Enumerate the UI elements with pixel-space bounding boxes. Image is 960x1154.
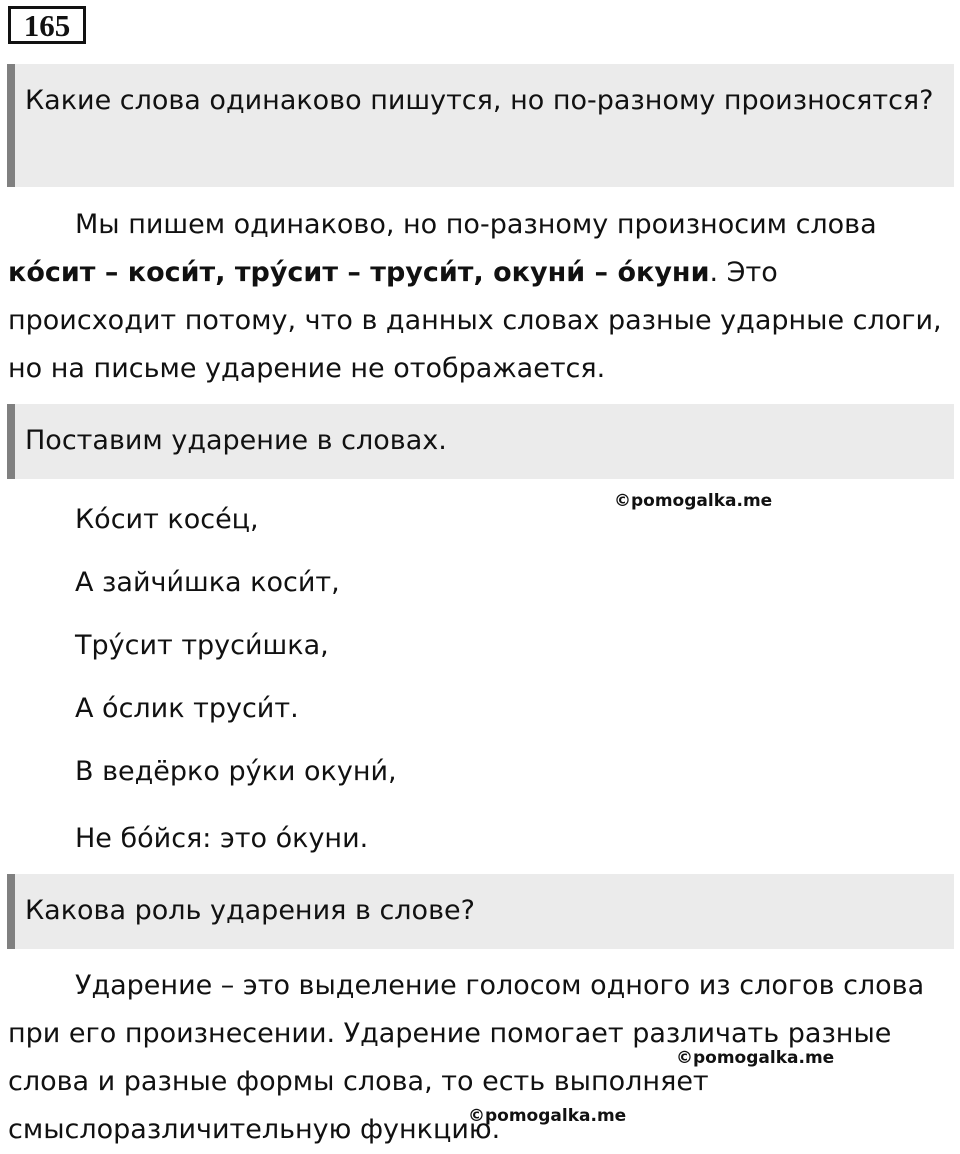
watermark: ©pomogalka.me — [468, 1106, 627, 1126]
watermark: ©pomogalka.me — [676, 1048, 835, 1068]
poem-line: А зайчи́шка коси́т, — [75, 567, 340, 598]
poem-line: Не бо́йся: это о́куни. — [75, 823, 369, 854]
answer-paragraph-3: Ударение – это выделение голосом одного из слогов слова при его произнесении. Ударение помогает различать разные слова и разные формы слова, то есть выполняет смыслоразличительную функцию. — [8, 970, 925, 1145]
question-block-3 — [7, 874, 954, 949]
watermark: ©pomogalka.me — [614, 491, 773, 511]
question-block-2 — [7, 404, 954, 479]
question-text: Какие слова одинаково пишутся, но по-разному произносятся? — [25, 85, 934, 116]
task-number: 165 — [8, 6, 86, 44]
question-block-1 — [7, 64, 954, 187]
poem-line: В ведёрко ру́ки окуни́, — [75, 756, 397, 787]
poem-line: Ко́сит косе́ц, — [75, 504, 259, 535]
poem-line: Тру́сит труси́шка, — [75, 630, 329, 661]
answer-lead: Мы пишем одинаково, но по-разному произносим слова — [75, 209, 877, 240]
answer-paragraph-1 — [8, 201, 948, 393]
question-text: Поставим ударение в словах. — [25, 425, 447, 456]
answer-bold-words: ко́сит – коси́т, тру́сит – труси́т, окуни́ – о́куни — [8, 257, 710, 288]
answer-tail: . Это происходит потому, что в данных словах разные ударные слоги, но на письме ударение не отображается. — [8, 257, 942, 384]
poem-line: А о́слик труси́т. — [75, 693, 299, 724]
question-text: Какова роль ударения в слове? — [25, 895, 475, 926]
